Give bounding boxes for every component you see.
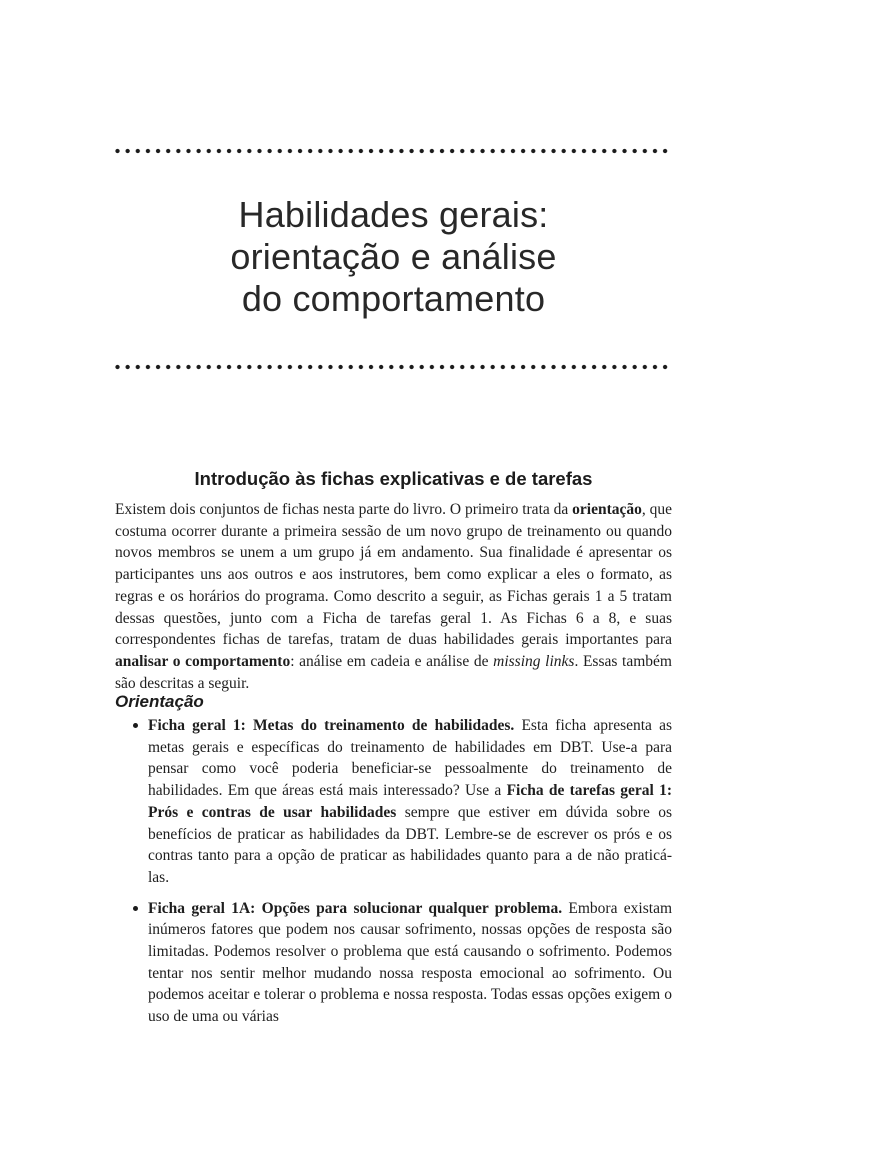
section-heading: Introdução às fichas explicativas e de tarefas [194, 468, 593, 489]
bullet-item-text: Ficha geral 1A: Opções para solucionar qualquer problema. Embora existam inúmeros fatores que podem nos causar sofrimento, nossas opções de resposta são limitadas. Podemos resolver o problema que está causando o sofrimento. Podemos tentar nos sentir melhor mudando nossa resposta emocional ao sofrimento. Ou podemos aceitar e tolerar o problema e nossa resposta. Todas essas opções exigem o uso de uma ou várias [148, 899, 673, 1026]
chapter-title [115, 194, 672, 320]
chapter-title-line-3: do comportamento [241, 278, 546, 319]
bullet-list [115, 715, 672, 1037]
chapter-divider-bottom [115, 364, 672, 370]
bullet-icon [133, 906, 138, 911]
chapter-divider-top [115, 148, 672, 154]
chapter-title-line-1: Habilidades gerais: [238, 194, 549, 235]
chapter-title-line-2: orientação e análise [230, 236, 557, 277]
bullet-item-ficha-geral-1a [115, 898, 672, 1028]
bullet-item-text: Ficha geral 1: Metas do treinamento de habilidades. Esta ficha apresenta as metas gerais e específicas do treinamento de habilidades em DBT. Use-a para pensar como você poderia beneficiar-se pessoalmente do treinamento de habilidades. Em que áreas está mais interessado? Use a Ficha de tarefas geral 1: Prós e contras de usar habilidades sempre que estiver em dúvida sobre os benefícios de praticar as habilidades da DBT. Lembre-se de escrever os prós e os contras tanto para a opção de praticar as habilidades quanto para a de não praticá-las. [148, 717, 673, 886]
intro-paragraph: Existem dois conjuntos de fichas nesta parte do livro. O primeiro trata da orientação, que costuma ocorrer durante a primeira sessão de um novo grupo de treinamento ou quando novos membros se unem a um grupo já em andamento. Sua finalidade é apresentar os participantes uns aos outros e aos instrutores, bem como explicar a eles o formato, as regras e os horários do programa. Como descrito a seguir, as Fichas gerais 1 a 5 tratam dessas questões, junto com a Ficha de tarefas geral 1. As Fichas 6 a 8, e suas correspondentes fichas de tarefas, tratam de duas habilidades gerais importantes para analisar o comportamento: análise em cadeia e análise de missing links. Essas também são descritas a seguir. [115, 501, 673, 692]
bullet-icon [133, 723, 138, 728]
bullet-item-ficha-geral-1 [115, 715, 672, 889]
orientation-heading: Orientação [115, 692, 204, 711]
